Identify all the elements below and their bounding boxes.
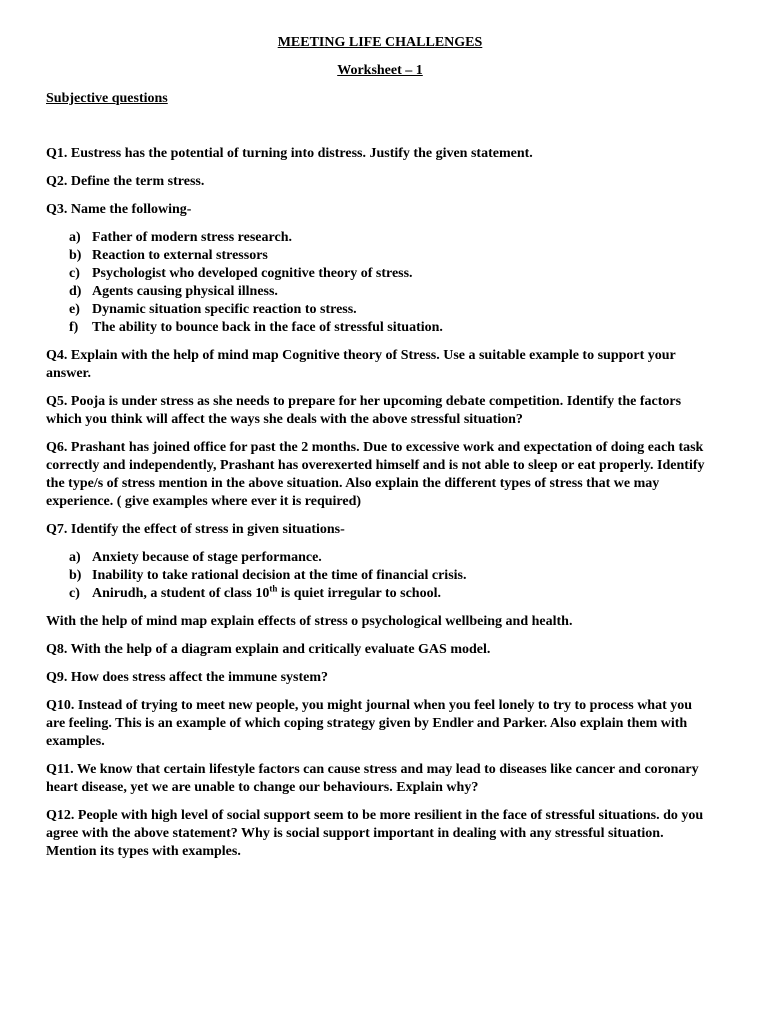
worksheet-page — [46, 34, 714, 871]
list-marker: b) — [69, 568, 82, 583]
question-3-list — [46, 229, 714, 337]
question-5: Q5. Pooja is under stress as she needs to prepare for her upcoming debate competition. Identify the factors which you think will affect the ways she deals with the above stressful situation? — [46, 394, 682, 427]
list-item-text: Psychologist who developed cognitive theory of stress. — [92, 266, 413, 281]
list-item-text: The ability to bounce back in the face of stressful situation. — [92, 320, 443, 335]
question-12: Q12. People with high level of social support seem to be more resilient in the face of stressful situations. do you agree with the above statement? Why is social support important in dealing with any stressful situation. Mention its types with examples. — [46, 808, 704, 859]
document-title: MEETING LIFE CHALLENGES — [277, 35, 483, 50]
question-7-list — [46, 549, 714, 603]
list-item — [46, 585, 714, 603]
question-6: Q6. Prashant has joined office for past the 2 months. Due to excessive work and expectation of doing each task correctly and independently, Prashant has overexerted himself and is not able to sleep or eat properly. Identify the type/s of stress mention in the above situation. Also explain the different types of stress that we may experience. ( give examples where ever it is required) — [46, 440, 705, 509]
list-marker: a) — [69, 230, 81, 245]
list-item-text: Agents causing physical illness. — [92, 284, 278, 299]
list-marker: c) — [69, 266, 80, 281]
question-7: Q7. Identify the effect of stress in given situations- — [46, 522, 345, 537]
section-heading: Subjective questions — [46, 91, 168, 106]
list-item-text: Anirudh, a student of class 10 — [92, 586, 270, 601]
list-item — [46, 319, 714, 337]
question-7-follow-up: With the help of mind map explain effects of stress o psychological wellbeing and health. — [46, 614, 573, 629]
list-item — [46, 549, 714, 567]
list-item-text: Father of modern stress research. — [92, 230, 292, 245]
list-item-text-end: is quiet irregular to school. — [277, 586, 441, 601]
question-3: Q3. Name the following- — [46, 202, 192, 217]
ordinal-superscript: th — [269, 583, 278, 594]
question-11: Q11. We know that certain lifestyle factors can cause stress and may lead to diseases like cancer and coronary heart disease, yet we are unable to change our behaviours. Explain why? — [46, 762, 699, 795]
list-item — [46, 247, 714, 265]
question-10: Q10. Instead of trying to meet new people, you might journal when you feel lonely to try to process what you are feeling. This is an example of which coping strategy given by Endler and Parker. Also explain them with examples. — [46, 698, 693, 749]
list-item — [46, 265, 714, 283]
list-item-text: Inability to take rational decision at the time of financial crisis. — [92, 568, 467, 583]
question-9: Q9. How does stress affect the immune system? — [46, 670, 329, 685]
list-item — [46, 567, 714, 585]
worksheet-heading: Worksheet – 1 — [337, 63, 423, 78]
list-marker: d) — [69, 284, 82, 299]
list-item — [46, 229, 714, 247]
question-1: Q1. Eustress has the potential of turning into distress. Justify the given statement. — [46, 146, 533, 161]
list-item-text: Anxiety because of stage performance. — [92, 550, 322, 565]
list-item-text: Dynamic situation specific reaction to stress. — [92, 302, 357, 317]
list-marker: a) — [69, 550, 81, 565]
list-marker: f) — [69, 320, 79, 335]
list-item-text: Reaction to external stressors — [92, 248, 268, 263]
list-marker: e) — [69, 302, 80, 317]
question-8: Q8. With the help of a diagram explain and critically evaluate GAS model. — [46, 642, 491, 657]
question-4: Q4. Explain with the help of mind map Cognitive theory of Stress. Use a suitable example to support your answer. — [46, 348, 676, 381]
list-item — [46, 301, 714, 319]
list-item — [46, 283, 714, 301]
question-2: Q2. Define the term stress. — [46, 174, 205, 189]
list-marker: c) — [69, 586, 80, 601]
list-marker: b) — [69, 248, 82, 263]
